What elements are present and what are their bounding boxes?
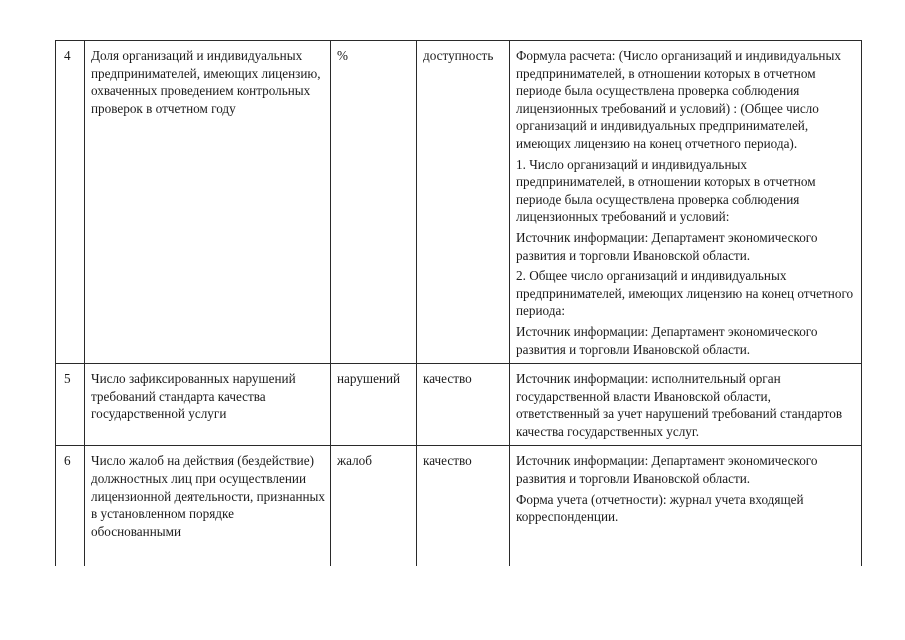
calculation-method	[510, 41, 862, 364]
calculation-method	[510, 364, 862, 446]
method-paragraph: 1. Число организаций и индивидуальных предпринимателей, в отношении которых в отчетном периоде была осуществлена проверка соблюдения лицензионных требований и условий:	[516, 156, 816, 225]
method-paragraph: Источник информации: Департамент экономического развития и торговли Ивановской области.	[516, 229, 818, 263]
indicator-name: Число жалоб на действия (бездействие) должностных лиц при осуществлении лицензионной деятельности, признанных в установленном порядке обоснованными	[85, 446, 331, 567]
unit-of-measure: жалоб	[331, 446, 417, 567]
unit-of-measure: %	[331, 41, 417, 364]
method-paragraph: Формула расчета: (Число организаций и индивидуальных предпринимателей, в отношении которых в отчетном периоде была осуществлена проверка соблюдения лицензионных требований и условий) : (Общее число организаций и индивидуальных предпринимателей, имеющих лицензию на конец отчетного периода).	[516, 48, 841, 151]
unit-of-measure: нарушений	[331, 364, 417, 446]
row-number: 4	[56, 41, 85, 364]
row-number: 6	[56, 446, 85, 567]
method-paragraph: Форма учета (отчетности): журнал учета входящей корреспонденции.	[516, 491, 804, 525]
method-paragraph: Источник информации: Департамент экономического развития и торговли Ивановской области.	[516, 453, 818, 487]
calculation-method	[510, 446, 862, 567]
indicator-name: Доля организаций и индивидуальных предпринимателей, имеющих лицензию, охваченных проведением контрольных проверок в отчетном году	[85, 41, 331, 364]
method-paragraph: Источник информации: исполнительный орган государственной власти Ивановской области, ответственный за учет нарушений требований стандартов качества государственных услуг.	[516, 371, 843, 439]
indicator-type: качество	[417, 364, 510, 446]
indicator-type: доступность	[417, 41, 510, 364]
method-paragraph: 2. Общее число организаций и индивидуальных предпринимателей, имеющих лицензию на конец отчетного периода:	[516, 268, 854, 319]
indicator-type: качество	[417, 446, 510, 567]
table-row	[56, 364, 862, 446]
indicators-table	[55, 40, 862, 566]
row-number: 5	[56, 364, 85, 446]
table-row	[56, 446, 862, 567]
indicator-name: Число зафиксированных нарушений требований стандарта качества государственной услуги	[85, 364, 331, 446]
table-row	[56, 41, 862, 364]
method-paragraph: Источник информации: Департамент экономического развития и торговли Ивановской области.	[516, 323, 818, 357]
